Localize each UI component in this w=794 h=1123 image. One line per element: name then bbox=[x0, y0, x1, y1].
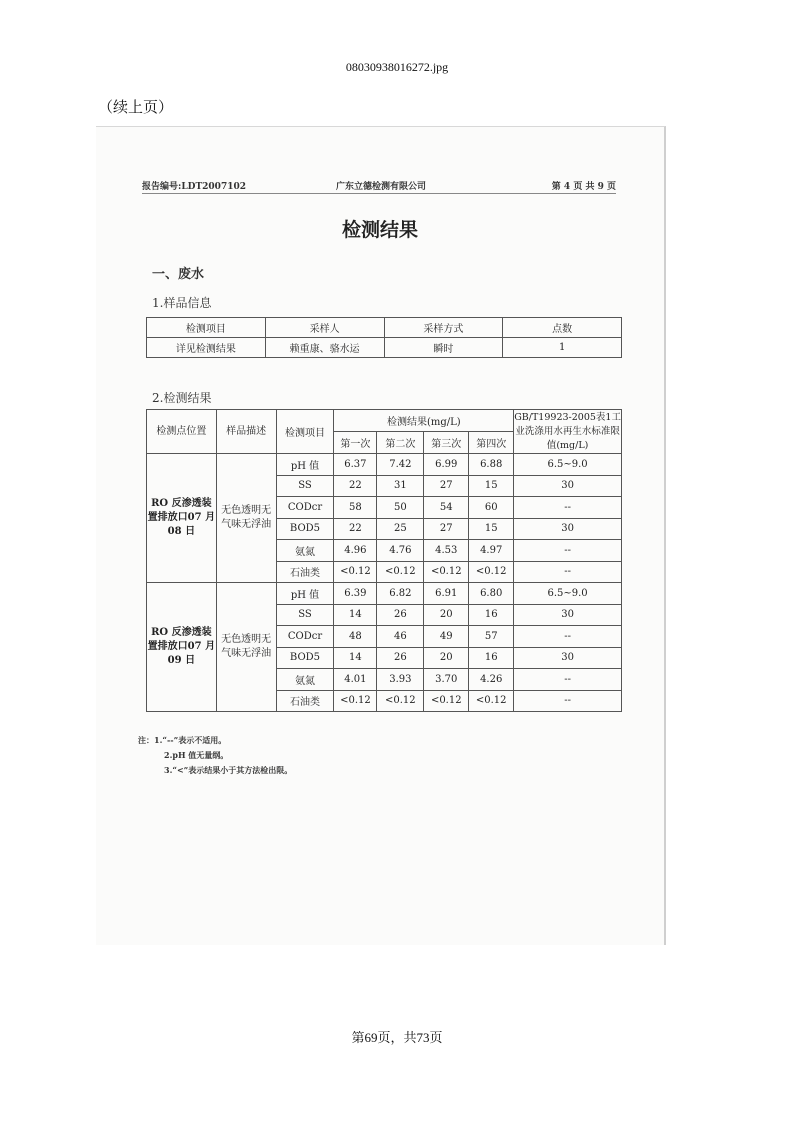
result-value: 15 bbox=[469, 518, 514, 540]
result-value: 6.88 bbox=[469, 454, 514, 476]
report-title: 检测结果 bbox=[341, 219, 418, 241]
result-value: 6.37 bbox=[334, 454, 377, 476]
result-value: <0.12 bbox=[424, 690, 469, 712]
result-value: 16 bbox=[469, 604, 514, 626]
result-value: <0.12 bbox=[424, 561, 469, 583]
header-standard: GB/T19923-2005表1工业洗涤用水再生水标准限值(mg/L) bbox=[514, 410, 622, 454]
continued-label: （续上页） bbox=[98, 98, 174, 116]
sample-info-header: 点数 bbox=[503, 318, 622, 338]
sample-info-cell: 瞬时 bbox=[384, 338, 503, 358]
standard-limit: 6.5~9.0 bbox=[514, 454, 622, 476]
result-value: 4.96 bbox=[334, 540, 377, 562]
standard-limit: 30 bbox=[514, 475, 622, 497]
standard-limit: -- bbox=[514, 497, 622, 519]
test-item: 氨氮 bbox=[276, 669, 334, 691]
results-table bbox=[146, 409, 622, 712]
result-value: 6.99 bbox=[424, 454, 469, 476]
header-run: 第三次 bbox=[424, 432, 469, 454]
result-value: 6.39 bbox=[334, 583, 377, 605]
table-row bbox=[147, 583, 622, 605]
standard-limit: -- bbox=[514, 540, 622, 562]
result-value: 14 bbox=[334, 604, 377, 626]
page-info: 第 4 页 共 9 页 bbox=[551, 182, 616, 192]
result-value: 57 bbox=[469, 626, 514, 648]
result-value: <0.12 bbox=[377, 561, 424, 583]
result-value: 6.91 bbox=[424, 583, 469, 605]
page-footer: 第69页，共73页 bbox=[351, 1030, 443, 1045]
result-value: 26 bbox=[377, 604, 424, 626]
scanned-report-page bbox=[96, 126, 666, 945]
sample-info-header: 采样方式 bbox=[384, 318, 503, 338]
result-value: 48 bbox=[334, 626, 377, 648]
result-value: 46 bbox=[377, 626, 424, 648]
header-run: 第二次 bbox=[377, 432, 424, 454]
result-value: 7.42 bbox=[377, 454, 424, 476]
sample-description: 无色透明无气味无浮油 bbox=[216, 454, 276, 583]
result-value: 27 bbox=[424, 475, 469, 497]
standard-limit: -- bbox=[514, 561, 622, 583]
test-item: 石油类 bbox=[276, 561, 334, 583]
result-value: 4.26 bbox=[469, 669, 514, 691]
result-value: 22 bbox=[334, 518, 377, 540]
header-description: 样品描述 bbox=[216, 410, 276, 454]
standard-limit: -- bbox=[514, 626, 622, 648]
test-item: 氨氮 bbox=[276, 540, 334, 562]
result-value: 25 bbox=[377, 518, 424, 540]
standard-limit: 30 bbox=[514, 647, 622, 669]
table-row bbox=[147, 454, 622, 476]
result-value: 14 bbox=[334, 647, 377, 669]
test-item: BOD5 bbox=[276, 647, 334, 669]
sampling-point: RO 反渗透装置排放口07 月 08 日 bbox=[147, 454, 217, 583]
result-value: <0.12 bbox=[469, 690, 514, 712]
file-name: 08030938016272.jpg bbox=[345, 60, 449, 74]
sample-info-header: 检测项目 bbox=[147, 318, 266, 338]
test-item: CODcr bbox=[276, 497, 334, 519]
result-value: 20 bbox=[424, 604, 469, 626]
result-value: 4.53 bbox=[424, 540, 469, 562]
test-item: SS bbox=[276, 475, 334, 497]
sample-info-cell: 1 bbox=[503, 338, 622, 358]
result-value: 54 bbox=[424, 497, 469, 519]
result-value: 27 bbox=[424, 518, 469, 540]
standard-limit: -- bbox=[514, 690, 622, 712]
sampling-point: RO 反渗透装置排放口07 月 09 日 bbox=[147, 583, 217, 712]
header-item: 检测项目 bbox=[276, 410, 334, 454]
report-number: 报告编号:LDT2007102 bbox=[142, 182, 246, 192]
test-item: SS bbox=[276, 604, 334, 626]
header-result: 检测结果(mg/L) bbox=[334, 410, 514, 432]
notes bbox=[138, 733, 292, 778]
result-value: 26 bbox=[377, 647, 424, 669]
sample-info-heading: 1.样品信息 bbox=[152, 296, 212, 310]
result-value: 50 bbox=[377, 497, 424, 519]
note: 2.pH 值无量纲。 bbox=[164, 750, 229, 760]
result-value: 16 bbox=[469, 647, 514, 669]
result-value: 4.01 bbox=[334, 669, 377, 691]
result-value: 3.70 bbox=[424, 669, 469, 691]
result-value: 6.82 bbox=[377, 583, 424, 605]
result-value: 31 bbox=[377, 475, 424, 497]
standard-limit: 6.5~9.0 bbox=[514, 583, 622, 605]
header-run: 第一次 bbox=[334, 432, 377, 454]
result-value: 3.93 bbox=[377, 669, 424, 691]
standard-limit: 30 bbox=[514, 518, 622, 540]
result-value: 4.76 bbox=[377, 540, 424, 562]
result-value: 22 bbox=[334, 475, 377, 497]
result-value: 49 bbox=[424, 626, 469, 648]
results-heading: 2.检测结果 bbox=[152, 391, 212, 405]
standard-limit: 30 bbox=[514, 604, 622, 626]
notes-label: 注： bbox=[138, 735, 154, 745]
header-divider bbox=[142, 193, 616, 194]
result-value: 58 bbox=[334, 497, 377, 519]
test-item: pH 值 bbox=[276, 454, 334, 476]
sample-info-cell: 赖重康、骆水运 bbox=[265, 338, 384, 358]
result-value: 15 bbox=[469, 475, 514, 497]
result-value: 60 bbox=[469, 497, 514, 519]
sample-description: 无色透明无气味无浮油 bbox=[216, 583, 276, 712]
header-point: 检测点位置 bbox=[147, 410, 217, 454]
test-item: pH 值 bbox=[276, 583, 334, 605]
standard-limit: -- bbox=[514, 669, 622, 691]
test-item: BOD5 bbox=[276, 518, 334, 540]
note: 1.“--”表示不适用。 bbox=[154, 735, 227, 745]
result-value: 6.80 bbox=[469, 583, 514, 605]
result-value: <0.12 bbox=[334, 561, 377, 583]
note: 3.“<”表示结果小于其方法检出限。 bbox=[164, 765, 293, 775]
test-item: CODcr bbox=[276, 626, 334, 648]
sample-info-header: 采样人 bbox=[265, 318, 384, 338]
result-value: 20 bbox=[424, 647, 469, 669]
section-heading: 一、废水 bbox=[152, 267, 205, 282]
sample-info-cell: 详见检测结果 bbox=[147, 338, 266, 358]
sample-info-table bbox=[146, 317, 622, 358]
result-value: <0.12 bbox=[334, 690, 377, 712]
result-value: 4.97 bbox=[469, 540, 514, 562]
company-name: 广东立德检测有限公司 bbox=[336, 182, 427, 192]
result-value: <0.12 bbox=[377, 690, 424, 712]
result-value: <0.12 bbox=[469, 561, 514, 583]
test-item: 石油类 bbox=[276, 690, 334, 712]
header-run: 第四次 bbox=[469, 432, 514, 454]
